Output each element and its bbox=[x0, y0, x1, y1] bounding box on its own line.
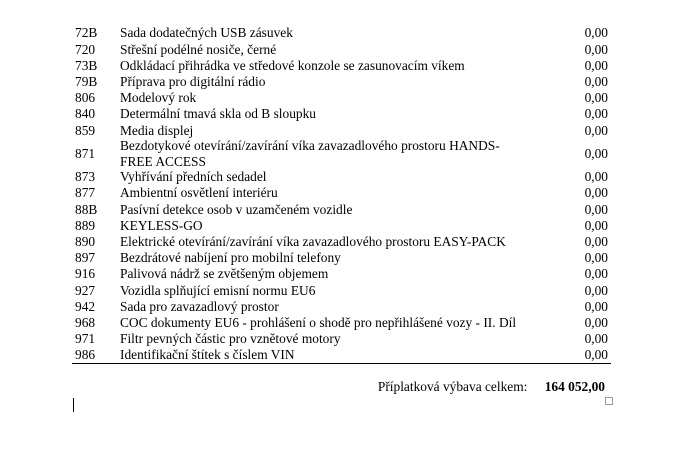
option-price: 0,00 bbox=[584, 57, 608, 73]
option-code: 897 bbox=[75, 250, 96, 266]
total-value: 164 052,00 bbox=[544, 379, 605, 394]
option-price: 0,00 bbox=[584, 331, 608, 347]
option-price: 0,00 bbox=[584, 314, 608, 330]
option-description: Identifikační štítek s číslem VIN bbox=[120, 347, 520, 364]
table-row bbox=[72, 298, 611, 314]
option-code: 840 bbox=[75, 106, 96, 122]
table-row bbox=[72, 185, 611, 201]
option-code: 971 bbox=[75, 331, 96, 347]
option-price: 0,00 bbox=[584, 282, 608, 298]
table-row bbox=[72, 314, 611, 330]
option-price: 0,00 bbox=[584, 74, 608, 90]
option-description: Příprava pro digitální rádio bbox=[120, 74, 266, 90]
table-row bbox=[72, 282, 611, 298]
option-code: 986 bbox=[72, 347, 120, 364]
option-price: 0,00 bbox=[584, 169, 608, 185]
option-price: 0,00 bbox=[584, 250, 608, 266]
table-row bbox=[72, 347, 611, 364]
option-code: 889 bbox=[75, 217, 96, 233]
option-price: 0,00 bbox=[584, 122, 608, 138]
option-description: Filtr pevných částic pro vznětové motory bbox=[120, 331, 341, 347]
option-price: 0,00 bbox=[520, 347, 611, 364]
option-code: 877 bbox=[75, 185, 96, 201]
option-code: 916 bbox=[75, 266, 96, 282]
option-code: 79B bbox=[75, 74, 98, 90]
table-row bbox=[72, 57, 611, 73]
option-description: Bezdrátové nabíjení pro mobilní telefony bbox=[120, 250, 341, 266]
option-description: Střešní podélné nosiče, černé bbox=[120, 41, 277, 57]
option-code: 72B bbox=[75, 25, 98, 41]
option-code: 890 bbox=[75, 233, 96, 249]
option-description: Media displej bbox=[120, 122, 194, 138]
table-row bbox=[72, 331, 611, 347]
total-summary bbox=[72, 379, 608, 395]
table-row bbox=[72, 122, 611, 138]
option-code: 859 bbox=[75, 122, 96, 138]
option-price: 0,00 bbox=[584, 201, 608, 217]
option-price: 0,00 bbox=[584, 217, 608, 233]
table-row bbox=[72, 138, 611, 168]
option-price: 0,00 bbox=[584, 25, 608, 41]
option-description: Odkládací přihrádka ve středové konzole se zasunovacím víkem bbox=[120, 57, 465, 73]
option-code: 873 bbox=[75, 169, 96, 185]
table-end-cell-marker-icon bbox=[605, 397, 613, 405]
option-description: Palivová nádrž se zvětšeným objemem bbox=[120, 266, 329, 282]
option-code: 806 bbox=[75, 90, 96, 106]
option-description: Sada dodatečných USB zásuvek bbox=[120, 25, 293, 41]
option-description: COC dokumenty EU6 - prohlášení o shodě pro nepřihlášené vozy - II. Díl bbox=[120, 314, 517, 330]
total-label: Příplatková výbava celkem: bbox=[377, 379, 528, 394]
option-code: 88B bbox=[75, 201, 98, 217]
option-price: 0,00 bbox=[584, 106, 608, 122]
option-description: Elektrické otevírání/zavírání víka zavazadlového prostoru EASY-PACK bbox=[120, 233, 506, 249]
table-row bbox=[72, 266, 611, 282]
option-description: Bezdotykové otevírání/zavírání víka zavazadlového prostoru HANDS-FREE ACCESS bbox=[120, 138, 500, 169]
option-price: 0,00 bbox=[584, 185, 608, 201]
table-row bbox=[72, 90, 611, 106]
option-price: 0,00 bbox=[584, 266, 608, 282]
option-code: 73B bbox=[75, 57, 98, 73]
option-description: Ambientní osvětlení interiéru bbox=[120, 185, 278, 201]
option-code: 720 bbox=[75, 41, 96, 57]
table-row bbox=[72, 233, 611, 249]
table-row bbox=[72, 169, 611, 185]
option-code: 968 bbox=[75, 314, 96, 330]
table-row bbox=[72, 41, 611, 57]
text-cursor[interactable] bbox=[73, 398, 74, 412]
equipment-table-body bbox=[72, 25, 611, 363]
option-code: 927 bbox=[75, 282, 96, 298]
option-code: 871 bbox=[75, 145, 96, 161]
option-price: 0,00 bbox=[584, 233, 608, 249]
option-description: KEYLESS-GO bbox=[120, 217, 203, 233]
option-price: 0,00 bbox=[584, 41, 608, 57]
option-code: 942 bbox=[75, 298, 96, 314]
option-description: Vyhřívání předních sedadel bbox=[120, 169, 267, 185]
option-price: 0,00 bbox=[584, 90, 608, 106]
table-row bbox=[72, 106, 611, 122]
table-row bbox=[72, 74, 611, 90]
option-description: Vozidla splňující emisní normu EU6 bbox=[120, 282, 316, 298]
option-price: 0,00 bbox=[584, 145, 608, 161]
option-description: Sada pro zavazadlový prostor bbox=[120, 298, 279, 314]
equipment-table bbox=[72, 25, 611, 364]
table-row bbox=[72, 201, 611, 217]
option-description: Pasívní detekce osob v uzamčeném vozidle bbox=[120, 201, 353, 217]
option-description: Determální tmavá skla od B sloupku bbox=[120, 106, 316, 122]
table-row bbox=[72, 250, 611, 266]
table-row bbox=[72, 217, 611, 233]
option-price: 0,00 bbox=[584, 298, 608, 314]
table-row bbox=[72, 25, 611, 41]
option-description: Modelový rok bbox=[120, 90, 197, 106]
